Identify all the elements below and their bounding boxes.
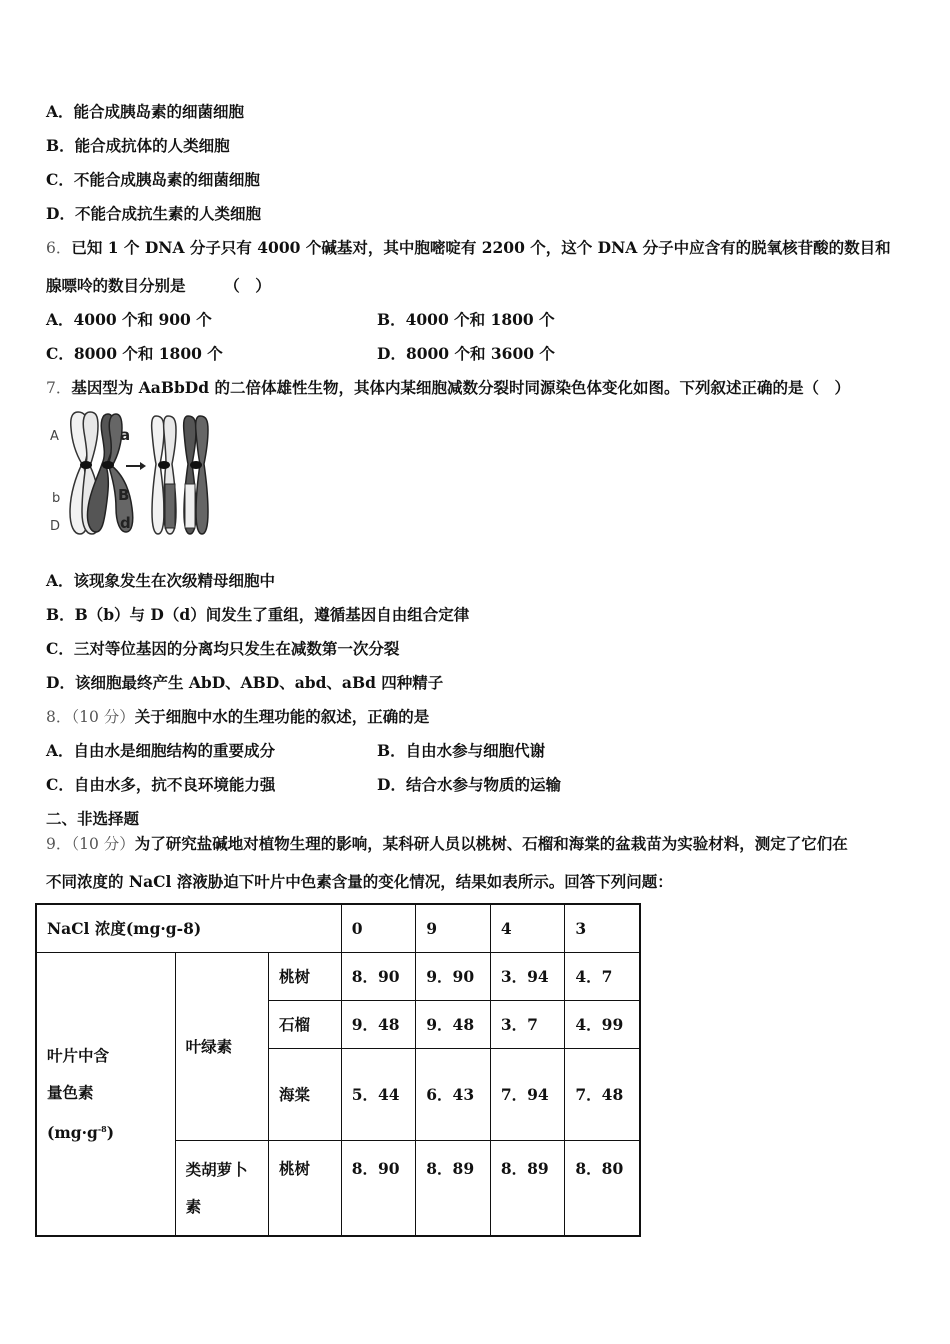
table-cell: 6．43 <box>416 1048 491 1140</box>
q9-stem <box>46 834 848 854</box>
table-cell: 7．48 <box>565 1048 640 1140</box>
row-group-label-2: 量色素 <box>47 1082 94 1102</box>
q7-option-c: C．三对等位基因的分离均只发生在减数第一次分裂 <box>46 639 400 658</box>
q8-points: （10 分） <box>71 708 135 726</box>
table-row <box>36 952 640 1000</box>
q6-stem-line1: 已知 1 个 DNA 分子只有 4000 个碱基对，其中胞嘧啶有 2200 个，这个 DNA 分子中应含有的脱氧核苷酸的数目和 <box>71 238 891 257</box>
figure-label-a: a <box>120 426 131 444</box>
figure-label-d: d <box>120 514 131 532</box>
table-cell: 8．89 <box>490 1140 565 1236</box>
q9-stem-line1: 为了研究盐碱地对植物生理的影响，某科研人员以桃树、石榴和海棠的盆栽苗为实验材料，测定了它们在 <box>134 834 848 853</box>
q7-option-a: A．该现象发生在次级精母细胞中 <box>46 571 276 590</box>
conc-0: 0 <box>341 904 416 952</box>
section-heading: 二、非选择题 <box>46 809 140 828</box>
row-group-label <box>36 952 175 1236</box>
q7-option-b: B．B（b）与 D（d）间发生了重组，遵循基因自由组合定律 <box>46 605 470 624</box>
header-label: NaCl 浓度(mg·g-8) <box>36 904 341 952</box>
row-group-unit: $(mg\cdot g^{-8})$ <box>47 1122 115 1142</box>
figure-label-D: D <box>50 519 61 534</box>
q5-option-c: C．不能合成胰岛素的细菌细胞 <box>46 170 260 189</box>
q8-stem-text: 关于细胞中水的生理功能的叙述，正确的是 <box>134 707 430 726</box>
q8-option-b: B．自由水参与细胞代谢 <box>377 741 546 760</box>
q8-stem <box>46 707 429 727</box>
table-cell: 8．89 <box>416 1140 491 1236</box>
table-cell: 8．80 <box>565 1140 640 1236</box>
table-cell: 3．94 <box>490 952 565 1000</box>
chromosome-crossover-figure <box>46 408 218 540</box>
plant-name: 桃树 <box>269 952 342 1000</box>
table-cell: 8．90 <box>341 952 416 1000</box>
plant-name: 桃树 <box>269 1140 342 1236</box>
q6-option-d: D．8000 个和 3600 个 <box>377 344 555 363</box>
table-cell: 9．90 <box>416 952 491 1000</box>
q6-option-a: A．4000 个和 900 个 <box>46 310 212 329</box>
q9-points: （10 分） <box>71 835 135 853</box>
q5-option-a: A．能合成胰岛素的细菌细胞 <box>46 102 245 121</box>
conc-2: 4 <box>490 904 565 952</box>
q8-option-d: D．结合水参与物质的运输 <box>377 775 561 794</box>
table-cell: 9．48 <box>416 1000 491 1048</box>
q7-stem-text: 基因型为 AaBbDd 的二倍体雄性生物，其体内某细胞减数分裂时同源染色体变化如图。下列叙述正确的是（ ） <box>71 378 850 397</box>
plant-name: 海棠 <box>269 1048 342 1140</box>
table-cell: 9．48 <box>341 1000 416 1048</box>
pigment-chlorophyll: 叶绿素 <box>175 952 268 1140</box>
conc-3: 3 <box>565 904 640 952</box>
figure-label-b: b <box>52 491 61 506</box>
table-cell: 8．90 <box>341 1140 416 1236</box>
q6-number: 6． <box>46 239 72 257</box>
q7-stem <box>46 378 850 398</box>
pigment-table <box>35 903 641 1237</box>
table-cell: 4．7 <box>565 952 640 1000</box>
q9-number: 9． <box>46 835 72 853</box>
pigment-carotenoid: 类胡萝卜 素 <box>175 1140 268 1236</box>
q7-option-d: D．该细胞最终产生 AbD、ABD、abd、aBd 四种精子 <box>46 673 444 692</box>
figure-label-B: B <box>118 486 130 504</box>
q8-number: 8． <box>46 708 72 726</box>
row-group-label-1: 叶片中含 <box>47 1045 110 1065</box>
q7-number: 7． <box>46 379 72 397</box>
table-header-row <box>36 904 640 952</box>
plant-name: 石榴 <box>269 1000 342 1048</box>
q5-option-d: D．不能合成抗生素的人类细胞 <box>46 204 261 223</box>
q6-stem <box>46 238 891 258</box>
q9-stem-line2: 不同浓度的 NaCl 溶液胁迫下叶片中色素含量的变化情况，结果如表所示。回答下列问题： <box>46 872 673 891</box>
table-cell: 7．94 <box>490 1048 565 1140</box>
q6-option-b: B．4000 个和 1800 个 <box>377 310 555 329</box>
q8-option-a: A．自由水是细胞结构的重要成分 <box>46 741 276 760</box>
q6-option-c: C．8000 个和 1800 个 <box>46 344 223 363</box>
conc-1: 9 <box>416 904 491 952</box>
table-cell: 3．7 <box>490 1000 565 1048</box>
q5-option-b: B．能合成抗体的人类细胞 <box>46 136 230 155</box>
q6-stem-line2: 腺嘌呤的数目分别是 （ ） <box>46 276 271 295</box>
q8-option-c: C．自由水多，抗不良环境能力强 <box>46 775 276 794</box>
table-cell: 5．44 <box>341 1048 416 1140</box>
figure-label-A: A <box>50 429 59 444</box>
table-cell: 4．99 <box>565 1000 640 1048</box>
